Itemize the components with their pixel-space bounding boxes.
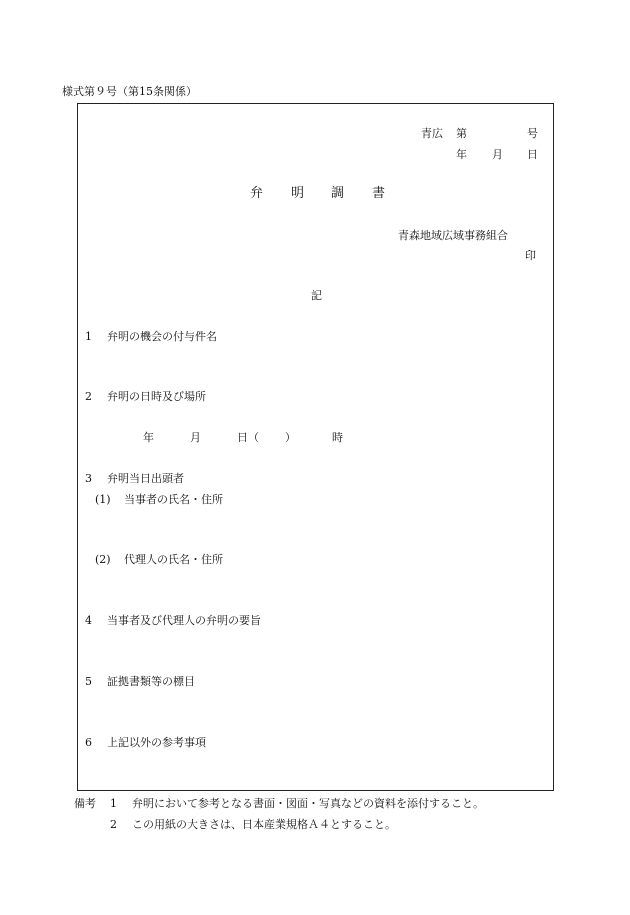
date-month: 月 <box>492 148 503 161</box>
note-2-number: 2 <box>110 818 117 831</box>
sub-item-1-label: 当事者の氏名・住所 <box>124 493 223 506</box>
issuer-seal: 印 <box>525 249 536 262</box>
issuer-name: 青森地域広域事務組合 <box>398 229 508 242</box>
item-6-number: 6 <box>85 736 92 749</box>
number-dai: 第 <box>456 127 467 140</box>
datetime-year: 年 <box>143 431 154 444</box>
title-char-1: 弁 <box>250 186 264 201</box>
item-4-number: 4 <box>85 614 92 627</box>
date-day: 日 <box>527 148 538 161</box>
number-go: 号 <box>527 127 538 140</box>
item-4-label: 当事者及び代理人の弁明の要旨 <box>107 614 261 627</box>
item-1-number: 1 <box>85 330 92 343</box>
sub-item-2-label: 代理人の氏名・住所 <box>124 553 223 566</box>
title-char-4: 書 <box>372 186 386 201</box>
item-2-number: 2 <box>85 390 92 403</box>
title-char-3: 調 <box>331 186 345 201</box>
item-5-number: 5 <box>85 675 92 688</box>
item-6-label: 上記以外の参考事項 <box>107 736 206 749</box>
title-char-2: 明 <box>291 186 305 201</box>
note-1-text: 弁明において参考となる書面・図面・写真などの資料を添付すること。 <box>132 797 484 810</box>
datetime-hour: 時 <box>332 431 343 444</box>
item-3-label: 弁明当日出頭者 <box>107 472 184 485</box>
notes-label: 備考 <box>74 797 96 810</box>
ki-label: 記 <box>311 289 322 302</box>
datetime-month: 月 <box>190 431 201 444</box>
item-3-number: 3 <box>85 472 92 485</box>
sub-item-2-number: (2) <box>95 553 111 566</box>
datetime-day-open: 日（ <box>237 431 259 444</box>
item-2-label: 弁明の日時及び場所 <box>107 390 206 403</box>
datetime-day-close: ） <box>285 431 296 444</box>
note-2-text: この用紙の大きさは、日本産業規格Ａ４とすること。 <box>132 818 396 831</box>
number-prefix: 青広 <box>421 127 443 140</box>
sub-item-1-number: (1) <box>95 493 111 506</box>
note-1-number: 1 <box>110 797 117 810</box>
form-label: 様式第９号（第15条関係） <box>62 85 197 98</box>
item-5-label: 証拠書類等の標目 <box>107 675 195 688</box>
item-1-label: 弁明の機会の付与件名 <box>107 330 217 343</box>
date-year: 年 <box>456 148 467 161</box>
